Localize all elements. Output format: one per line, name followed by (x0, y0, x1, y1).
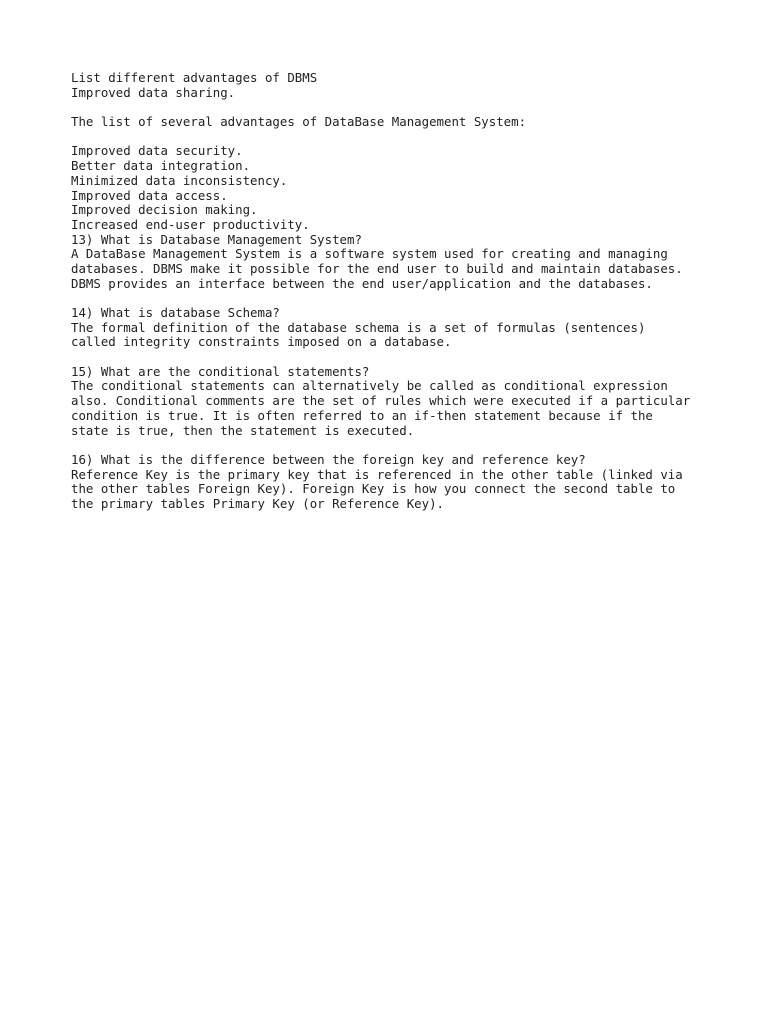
spacer (71, 130, 751, 145)
question-15: 15) What are the conditional statements? (71, 363, 370, 379)
advantage-item: Minimized data inconsistency. (71, 172, 288, 188)
advantage-item: Better data integration. (71, 158, 251, 174)
spacer (71, 438, 751, 453)
answer-15-line: condition is true. It is often referred to an if-then statement because if the (71, 407, 653, 423)
answer-13-line: A DataBase Management System is a software system used for creating and managing (71, 246, 668, 262)
advantages-list-intro: The list of several advantages of DataBase Management System: (71, 114, 527, 130)
spacer (71, 291, 751, 306)
answer-15-line: state is true, then the statement is executed. (71, 422, 415, 438)
answer-14-line: The formal definition of the database schema is a set of formulas (sentences) (71, 319, 646, 335)
answer-16-line: the primary tables Primary Key (or Reference Key). (71, 495, 444, 511)
document-body (71, 71, 751, 512)
question-16: 16) What is the difference between the foreign key and reference key? (71, 451, 586, 467)
document-heading: List different advantages of DBMS (71, 70, 318, 85)
answer-16-line: the other tables Foreign Key). Foreign Key is how you connect the second table to (71, 481, 676, 497)
question-14: 14) What is database Schema? (71, 305, 280, 320)
advantage-item: Improved decision making. (71, 202, 258, 218)
question-13: 13) What is Database Management System? (71, 231, 362, 247)
spacer (71, 100, 751, 115)
advantage-item: Improved data sharing. (71, 84, 236, 100)
advantage-item: Improved data access. (71, 187, 228, 203)
spacer (71, 350, 751, 365)
answer-13-line: DBMS provides an interface between the end user/application and the databases. (71, 275, 653, 291)
answer-15-line: also. Conditional comments are the set of rules which were executed if a particular (71, 393, 691, 409)
answer-15-line: The conditional statements can alternatively be called as conditional expression (71, 378, 668, 394)
advantage-item: Improved data security. (71, 143, 243, 159)
advantage-item: Increased end-user productivity. (71, 216, 310, 232)
answer-14-line: called integrity constraints imposed on a database. (71, 334, 452, 350)
answer-16-line: Reference Key is the primary key that is referenced in the other table (linked via (71, 466, 683, 482)
answer-13-line: databases. DBMS make it possible for the end user to build and maintain databases. (71, 260, 683, 276)
